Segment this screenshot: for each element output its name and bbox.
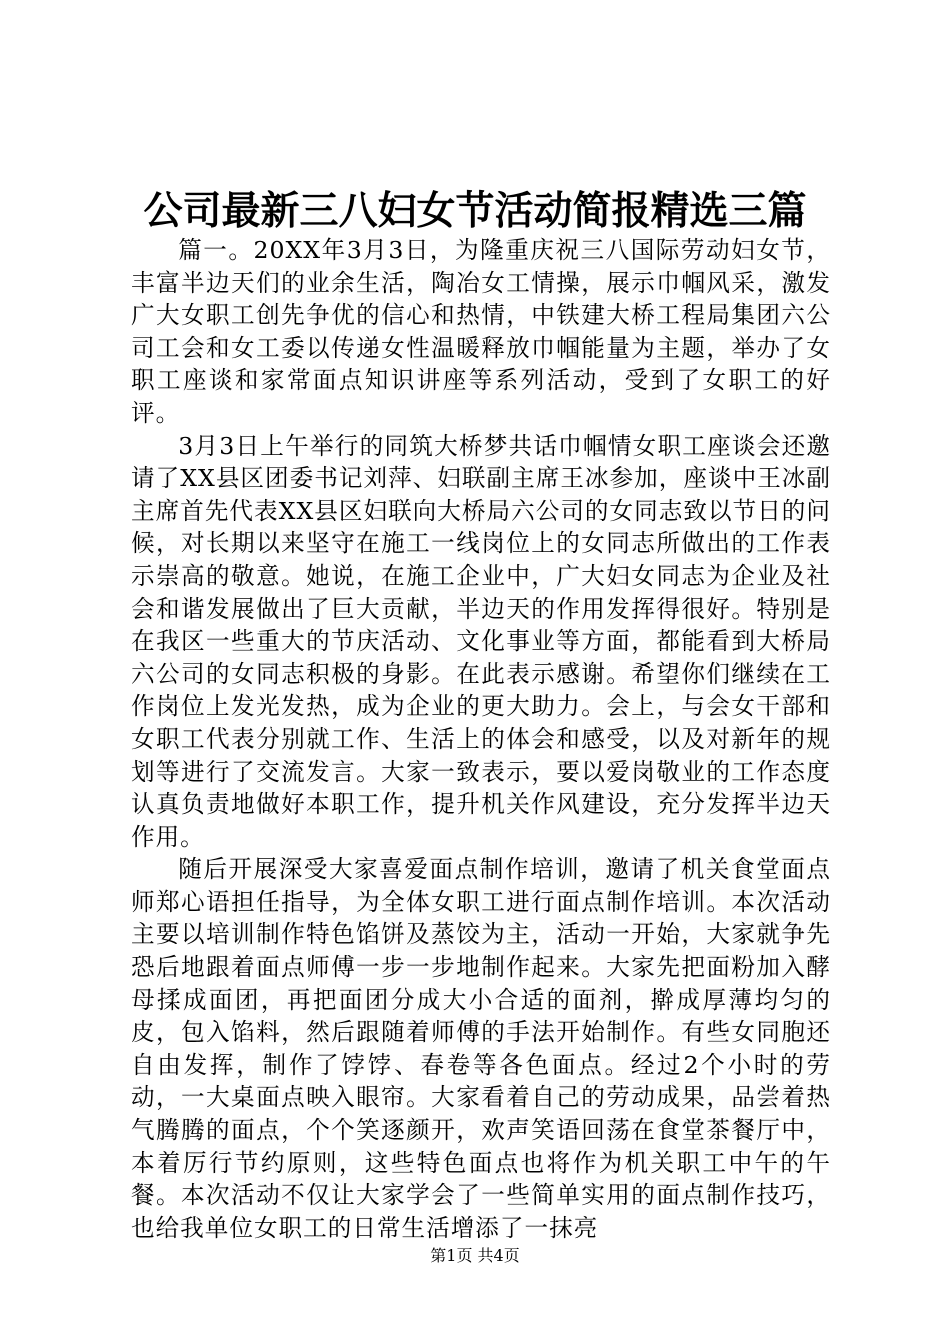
page-number-footer: 第1页 共4页 [430,1246,520,1265]
page-title: 公司最新三八妇女节活动简报精选三篇 [143,188,807,234]
paragraph-1: 篇一。20XX年3月3日，为隆重庆祝三八国际劳动妇女节，丰富半边天们的业余生活，陶冶女工情操，展示巾帼风采，激发广大女职工创先争优的信心和热情，中铁建大桥工程局集团六公司工会和女工委以传递女性温暖释放巾帼能量为主题，举办了女职工座谈和家常面点知识讲座等系列活动，受到了女职工的好评。 [131,236,831,427]
paragraph-2: 3月3日上午举行的同筑大桥梦共话巾帼情女职工座谈会还邀请了XX县区团委书记刘萍、妇联副主席王冰参加，座谈中王冰副主席首先代表XX县区妇联向大桥局六公司的女同志致以节日的问候，对长期以来坚守在施工一线岗位上的女同志所做出的工作表示崇高的敬意。她说，在施工企业中，广大妇女同志为企业及社会和谐发展做出了巨大贡献，半边天的作用发挥得很好。特别是在我区一些重大的节庆活动、文化事业等方面，都能看到大桥局六公司的女同志积极的身影。在此表示感谢。希望你们继续在工作岗位上发光发热，成为企业的更大助力。会上，与会女干部和女职工代表分别就工作、生活上的体会和感受，以及对新年的规划等进行了交流发言。大家一致表示，要以爱岗敬业的工作态度认真负责地做好本职工作，提升机关作风建设，充分发挥半边天作用。 [131,431,831,851]
paragraph-3: 随后开展深受大家喜爱面点制作培训，邀请了机关食堂面点师郑心语担任指导，为全体女职工进行面点制作培训。本次活动主要以培训制作特色馅饼及蒸饺为主，活动一开始，大家就争先恐后地跟着面点师傅一步一步地制作起来。大家先把面粉加入酵母揉成面团，再把面团分成大小合适的面剂，擀成厚薄均匀的皮，包入馅料，然后跟随着师傅的手法开始制作。有些女同胞还自由发挥，制作了饽饽、春卷等各色面点。经过2个小时的劳动，一大桌面点映入眼帘。大家看着自己的劳动成果，品尝着热气腾腾的面点，个个笑逐颜开，欢声笑语回荡在食堂茶餐厅中，本着厉行节约原则，这些特色面点也将作为机关职工中午的午餐。本次活动不仅让大家学会了一些简单实用的面点制作技巧，也给我单位女职工的日常生活增添了一抹亮 [131,855,831,1242]
document-body [131,234,831,1244]
